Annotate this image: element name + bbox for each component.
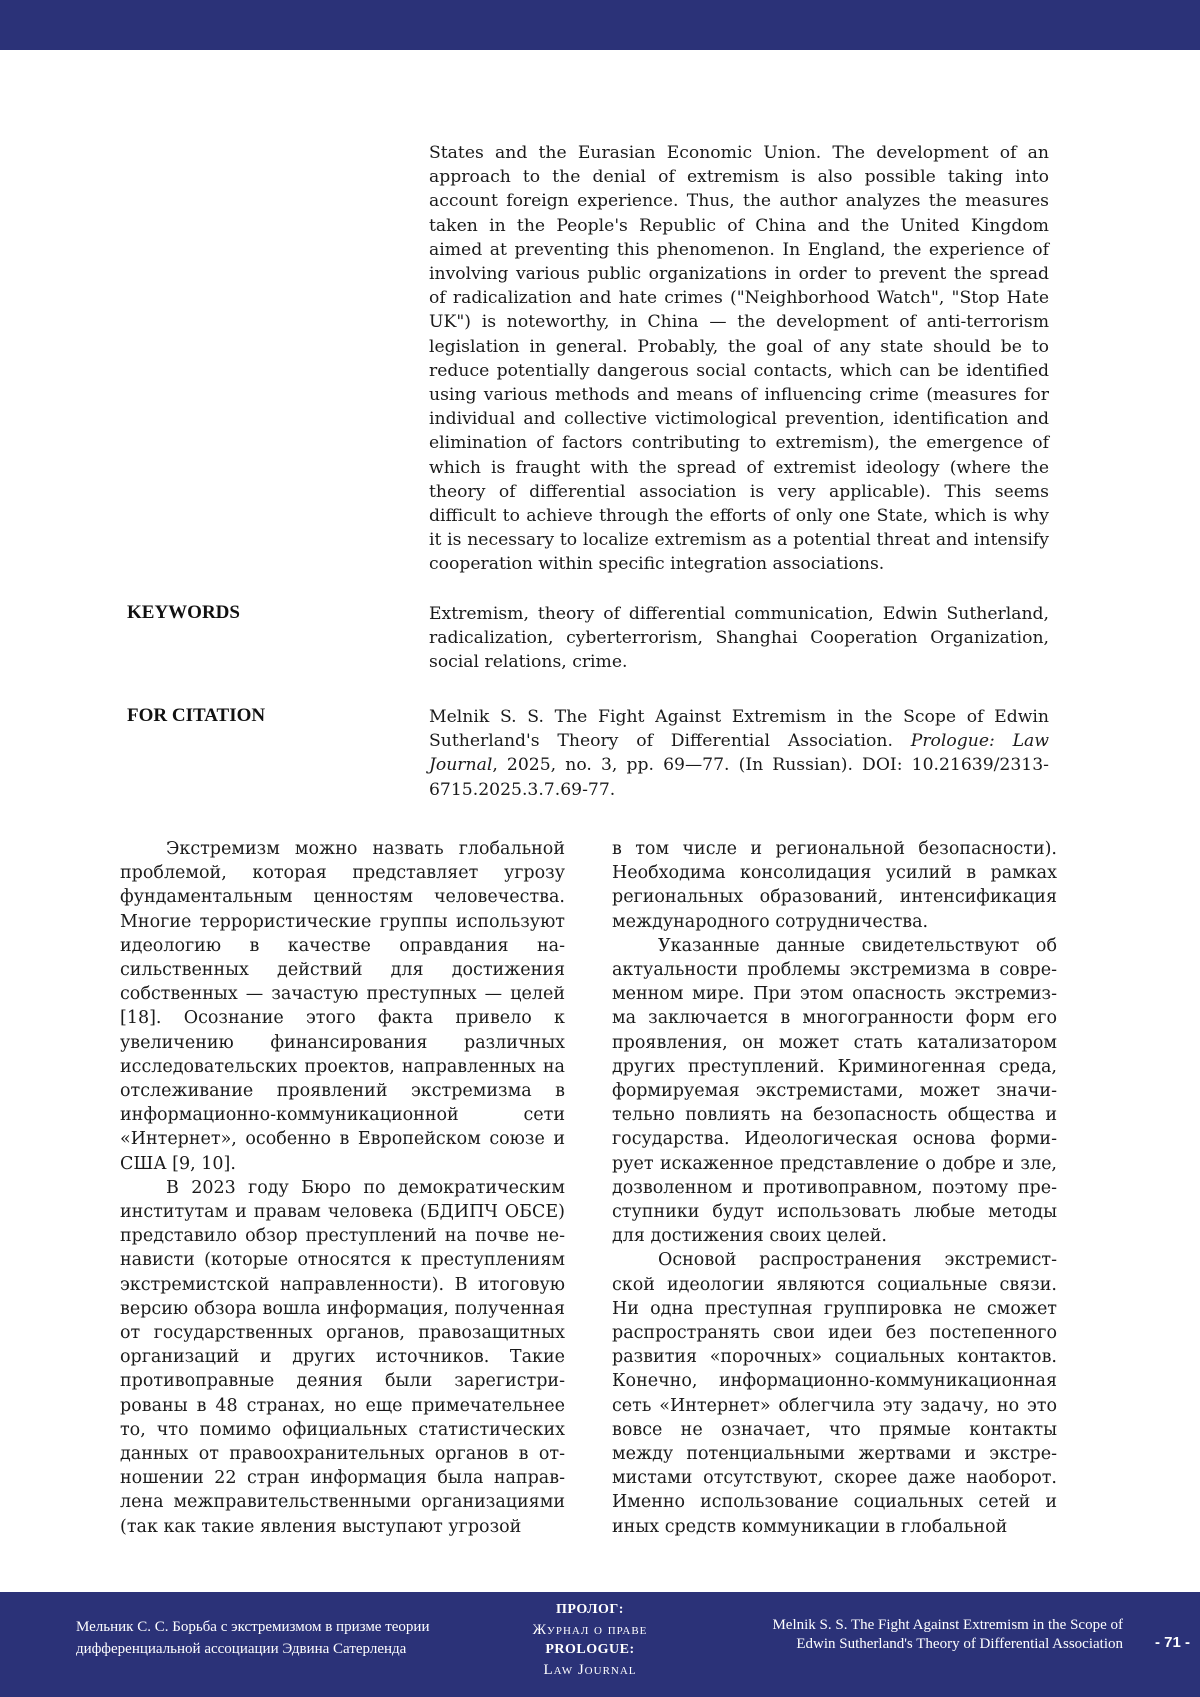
body-column-right [612,837,1057,1539]
footer-left-line: Мельник С. С. Борьба с экстремизмом в призме теории [76,1619,430,1635]
footer-band [0,1592,1200,1697]
keywords-label: KEYWORDS [127,602,240,623]
footer-right-line: Melnik S. S. The Fight Against Extremism in the Scope of [772,1617,1123,1633]
journal-name-ru: ПРОЛОГ: [556,1602,624,1617]
header-band [0,0,1200,50]
body-paragraph: Указанные данные свидетельствуют об актуальности проблемы экстремизма в современном мире. При этом опасность экстремизма заключается в многогранности форм его проявления, он может стать катализатором других преступлений. Криминогенная среда, формируемая экстремистами, может значительно повлиять на безопасность общества и государства. Идеологическая основа формирует искаженное представление о добре и зле, дозволенном и противоправном, поэтому преступники будут использовать любые методы для достижения своих целей. [612,935,1057,1247]
citation-text-after: , 2025, no. 3, pp. 69—77. (In Russian). DOI: 10.21639/2313-6715.2025.3.7.69-77. [429,755,1049,800]
body-paragraph: Экстремизм можно назвать глобальной проблемой, которая представляет угрозу фундаментальным ценностям человечества. Многие террористические группы используют идеологию в качестве оправдания насильственных действий для достижения собственных — зачастую преступных — целей [18]. Осознание этого факта привело к увеличению финансирования различных исследовательских проектов, направленных на отслеживание проявлений экстремизма в информационно-коммуникационной сети «Интернет», особенно в Европейском союзе и США [9, 10]. [120,839,565,1174]
footer-left-line: дифференциальной ассоциации Эдвина Сатерленда [76,1641,407,1657]
abstract-text: States and the Eurasian Economic Union. The development of an approach to the denial of extremism is also possible taking into account foreign experience. Thus, the author analyzes the measures taken in the People's Republic of China and the United Kingdom aimed at preventing this phenomenon. In England, the experience of involving various public organizations in order to prevent the spread of radicalization and hate crimes ("Neighborhood Watch", "Stop Hate UK") is noteworthy, in China — the development of anti-terrorism legislation in general. Probably, the goal of any state should be to reduce potentially dangerous social contacts, which can be identified using various methods and means of influencing crime (measures for individual and collective victimological prevention, identification and elimination of factors contributing to extremism), the emergence of which is fraught with the spread of extremist ideology (where the theory of differential association is very applicable). This seems difficult to achieve through the efforts of only one State, which is why it is necessary to localize extremism as a potential threat and intensify cooperation within specific integration associations. [429,143,1049,575]
body-column-left [120,837,565,1539]
footer-english-title [693,1616,1123,1654]
citation-label: FOR CITATION [127,705,266,726]
citation-text [429,705,1049,802]
body-paragraph: В 2023 году Бюро по демократическим институтам и правам человека (БДИПЧ ОБСЕ) представило обзор преступлений на почве ненависти (которые относятся к преступлениям экстремистской направленности). В итоговую версию обзора вошла информация, полученная от государственных органов, правозащитных организаций и других источников. Такие противоправные деяния были зарегистрированы в 48 странах, но еще примечательнее то, что помимо официальных статистических данных от правоохранительных органов в отношении 22 стран информация была направлена межправительственными организациями (так как такие явления выступают угрозой [120,1177,565,1537]
citation-journal: Prologue: Law Journal [429,731,1049,776]
citation-text-before: Melnik S. S. The Fight Against Extremism in the Scope of Edwin Sutherland's Theory of Differential Association. [429,707,1049,752]
page-number: - 71 - [1154,1634,1190,1651]
body-paragraph: Основой распространения экстремистской идеологии являются социальные связи. Ни одна преступная группировка не сможет распространять свои идеи без постепенного развития «порочных» социальных контактов. Конечно, информационно-коммуникационная сеть «Интернет» облегчила эту задачу, но это вовсе не означает, что прямые контакты между потенциальными жертвами и экстремистами отсутствуют, скорее даже наоборот. Именно использование социальных сетей и иных средств коммуникации в глобальной [612,1250,1057,1537]
journal-name [480,1600,700,1680]
footer-russian-title [76,1616,496,1660]
journal-subtitle-en: Law Journal [543,1662,637,1678]
keywords-text: Extremism, theory of differential communication, Edwin Sutherland, radicalization, cyberterrorism, Shanghai Cooperation Organization, social relations, crime. [429,604,1049,673]
footer-right-line: Edwin Sutherland's Theory of Differential Association [796,1636,1123,1652]
journal-subtitle-ru: Журнал о праве [532,1622,648,1638]
body-paragraph: в том числе и региональной безопасности). Необходима консолидация усилий в рамках региональных образований, интенсификация международного сотрудничества. [612,839,1057,932]
journal-name-en: PROLOGUE: [545,1642,635,1657]
